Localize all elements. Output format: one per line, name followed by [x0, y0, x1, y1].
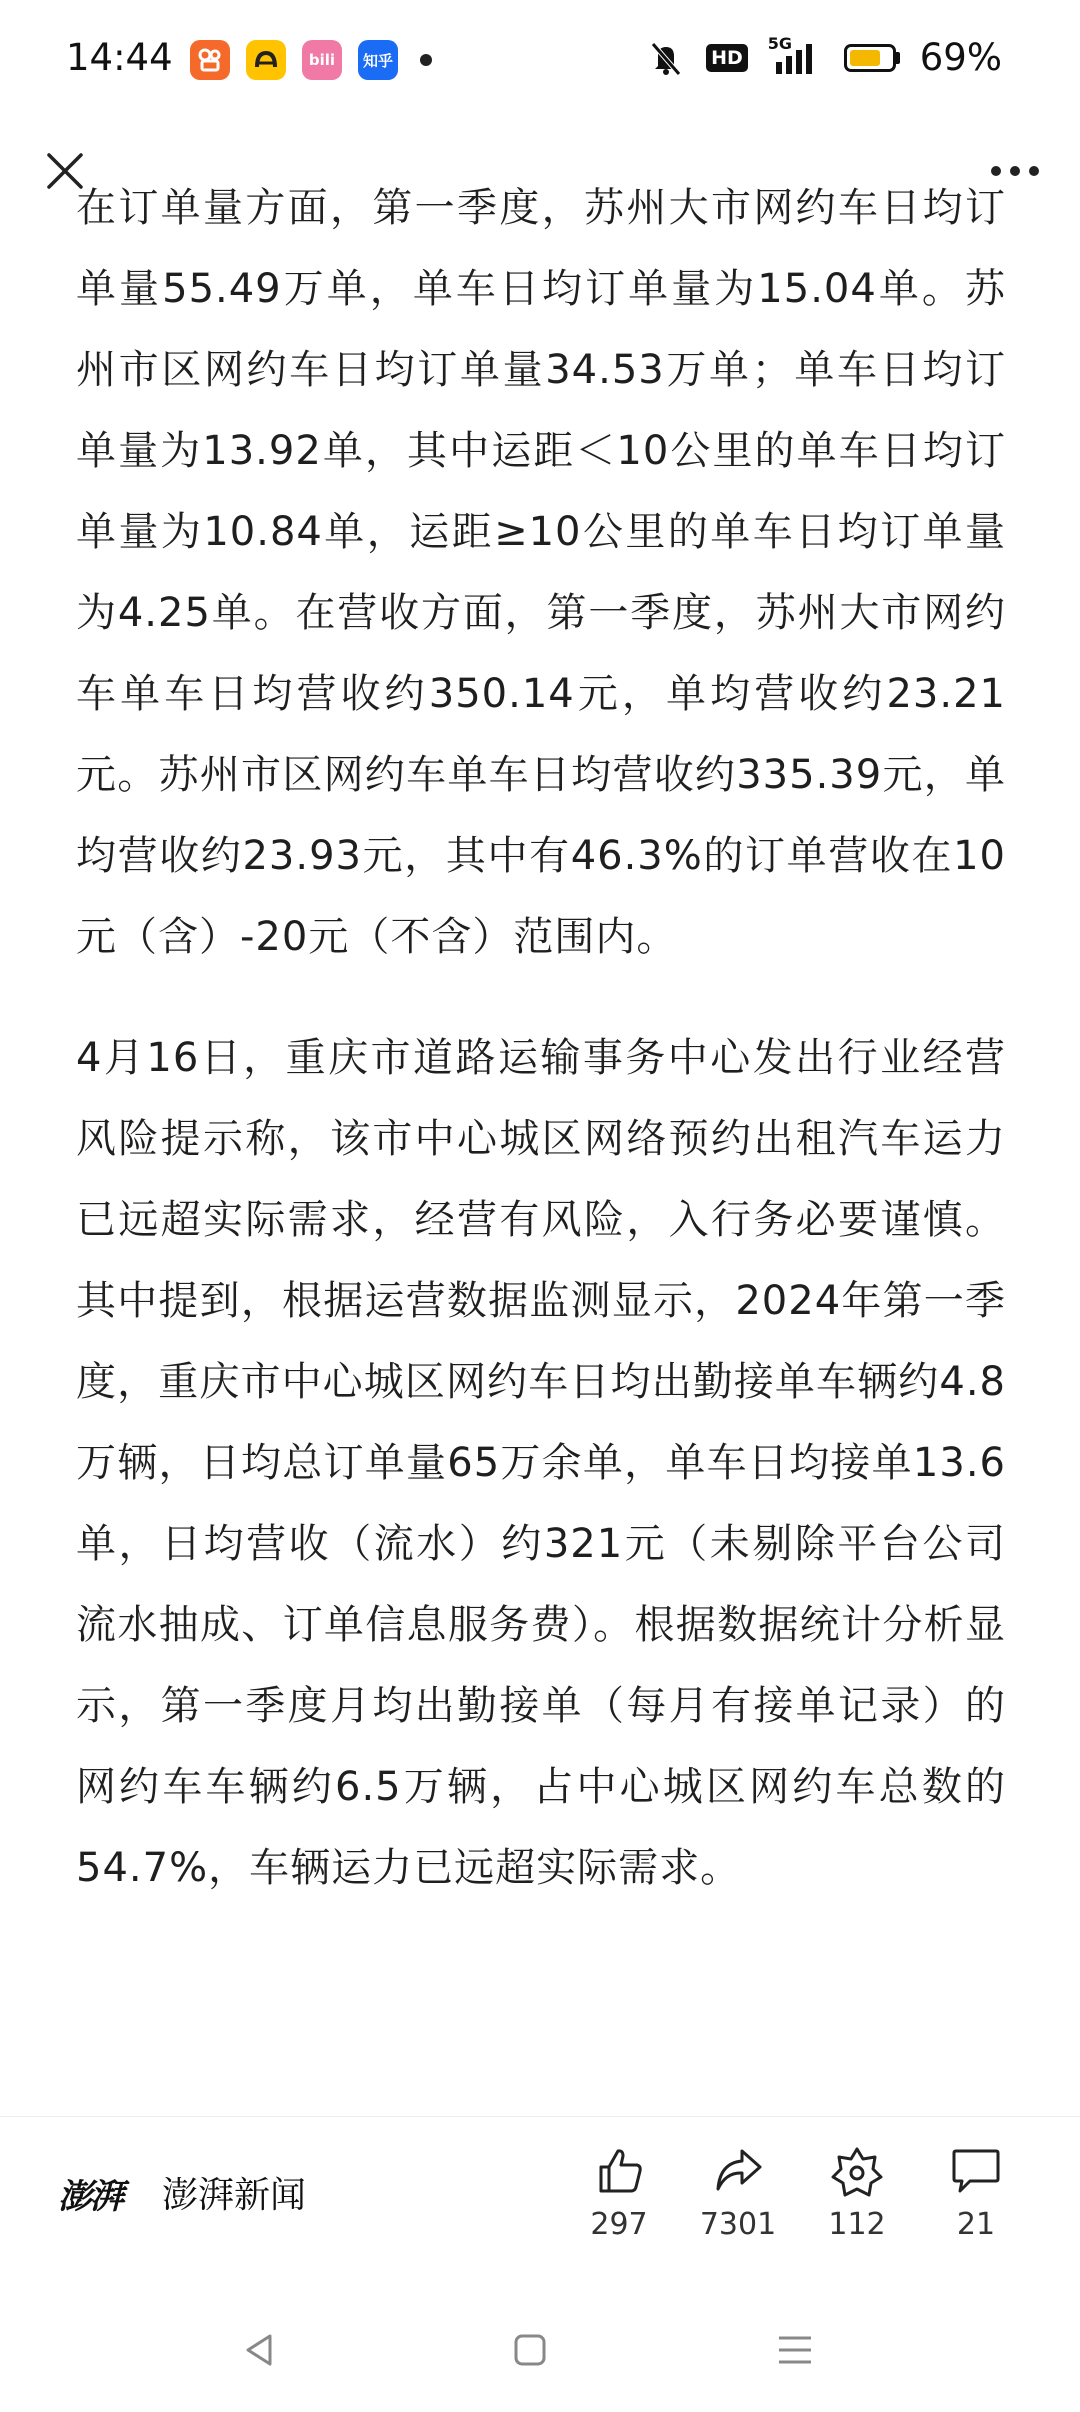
- zhihu-app-label: 知乎: [362, 51, 393, 70]
- battery-icon: [844, 44, 900, 72]
- mute-bell-icon: [646, 38, 686, 78]
- bilibili-app-label: bili: [308, 51, 336, 69]
- signal-icon: [767, 33, 824, 78]
- notification-app-icons: [190, 40, 432, 80]
- like-count: 297: [590, 2207, 648, 2242]
- comment-bubble-icon: [950, 2145, 1002, 2197]
- share-arrow-icon: [712, 2145, 764, 2197]
- source-name[interactable]: 澎湃新闻: [162, 2175, 307, 2216]
- favorite-star-icon: [831, 2145, 883, 2197]
- nav-home-button[interactable]: [490, 2310, 570, 2390]
- status-time: 14:44: [66, 36, 173, 79]
- nav-back-button[interactable]: [220, 2310, 300, 2390]
- article-body: [76, 168, 1006, 1949]
- network-label: 5G: [767, 33, 793, 53]
- article-paragraph: 4月16日，重庆市道路运输事务中心发出行业经营风险提示称，该市中心城区网络预约出租汽车运力已远超实际需求，经营有风险，入行务必要谨慎。其中提到，根据运营数据监测显示，2024年第一季度，重庆市中心城区网约车日均出勤接单车辆约4.8万辆，日均总订单量65万余单，单车日均接单13.6单，日均营收（流水）约321元（未剔除平台公司流水抽成、订单信息服务费）。根据数据统计分析显示，第一季度月均出勤接单（每月有接单记录）的网约车车辆约6.5万辆，占中心城区网约车总数的54.7%，车辆运力已远超实际需求。: [76, 1035, 1006, 1891]
- thumbs-up-icon: [593, 2145, 645, 2197]
- status-indicators: [646, 33, 1002, 79]
- article-scroll-area[interactable]: [0, 185, 1080, 2114]
- more-notifications-dot: [420, 54, 432, 66]
- menu-lines-icon: [773, 2328, 817, 2372]
- zhihu-app-icon: [358, 40, 398, 80]
- hd-label: HD: [711, 46, 743, 69]
- kuaishou-app-icon: [190, 40, 230, 80]
- status-bar: [0, 0, 1080, 120]
- nav-menu-button[interactable]: [755, 2310, 835, 2390]
- like-button[interactable]: [564, 2145, 674, 2242]
- hd-badge: [706, 44, 748, 72]
- battery-percent: 69%: [919, 36, 1002, 79]
- favorite-button[interactable]: [802, 2145, 912, 2242]
- home-square-icon: [508, 2328, 552, 2372]
- bilibili-app-icon: [302, 40, 342, 80]
- source-logo[interactable]: 澎湃: [58, 2177, 122, 2217]
- comment-button[interactable]: [921, 2145, 1031, 2242]
- system-nav-bar: [0, 2280, 1080, 2412]
- meituan-app-icon: [246, 40, 286, 80]
- share-button[interactable]: [683, 2145, 793, 2242]
- comment-count: 21: [956, 2207, 996, 2242]
- article-paragraph: 在订单量方面，第一季度，苏州大市网约车日均订单量55.49万单，单车日均订单量为15.04单。苏州市区网约车日均订单量34.53万单；单车日均订单量为13.92单，其中运距＜10公里的单车日均订单量为10.84单，运距≥10公里的单车日均订单量为4.25单。在营收方面，第一季度，苏州大市网约车单车日均营收约350.14元，单均营收约23.21元。苏州市区网约车单车日均营收约335.39元，单均营收约23.93元，其中有46.3%的订单营收在10元（含）-20元（不含）范围内。: [76, 185, 1006, 960]
- share-count: 7301: [699, 2207, 777, 2242]
- back-triangle-icon: [238, 2328, 282, 2372]
- article-action-bar: [0, 2116, 1080, 2267]
- favorite-count: 112: [828, 2207, 886, 2242]
